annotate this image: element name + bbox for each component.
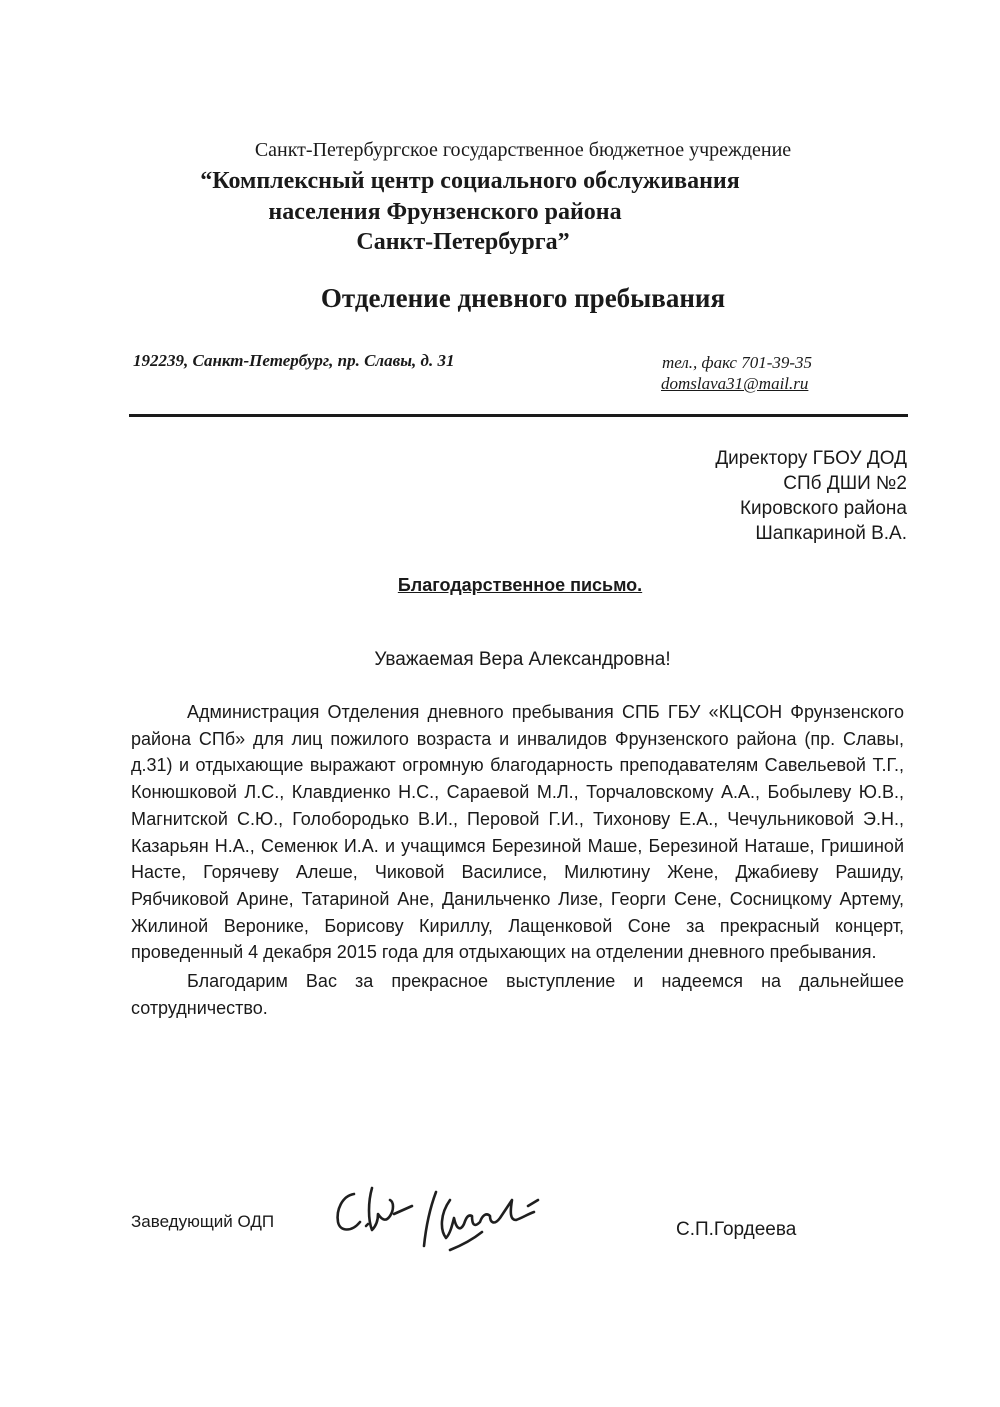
signer-name: С.П.Гордеева: [676, 1219, 797, 1240]
body-paragraph: Администрация Отделения дневного пребывания СПБ ГБУ «КЦСОН Фрунзенского района СПб» для лиц пожилого возраста и инвалидов Фрунзенского района (пр. Славы, д.31) и отдыхающие выражают огромную благодарность преподавателям Савельевой Т.Г., Конюшковой Л.С., Клавдиенко Н.С., Сараевой М.Л., Торчаловскому А.А., Бобылеву Ю.В., Магнитской С.Ю., Голобородько В.И., Перовой Г.И., Тихонову Е.А., Чечульниковой Э.Н., Казарьян Н.А., Семенюк И.А. и учащимся Березиной Маше, Березиной Наташе, Гришиной Насте, Горячеву Алеше, Чиковой Василисе, Милютину Жене, Джабиеву Рашиду, Рябчиковой Арине, Татариной Ане, Данильченко Лизе, Георги Сене, Сосницкому Артему, Жилиной Веронике, Борисову Кириллу, Лащенковой Соне за прекрасный концерт, проведенный 4 декабря 2015 года для отдыхающих на отделении дневного пребывания.: [131, 702, 904, 963]
organization-name-line-2: населения Фрунзенского района: [268, 199, 622, 225]
addressee-line: Шапкариной В.А.: [755, 523, 907, 544]
signer-role: Заведующий ОДП: [131, 1212, 275, 1231]
organization-line: Санкт-Петербургское государственное бюджетное учреждение: [254, 139, 792, 161]
letter-title: Благодарственное письмо.: [397, 575, 643, 595]
addressee-block: [715, 446, 907, 546]
organization-name-line-1: “Комплексный центр социального обслуживания: [200, 168, 740, 194]
salutation: Уважаемая Вера Александровна!: [374, 649, 671, 670]
addressee-line: Кировского района: [739, 498, 907, 519]
addressee-line: Директору ГБОУ ДОД: [715, 448, 907, 469]
letter-body: [131, 699, 904, 1021]
addressee-line: СПб ДШИ №2: [783, 473, 907, 494]
department-title: Отделение дневного пребывания: [320, 283, 726, 313]
postal-address: 192239, Санкт-Петербург, пр. Славы, д. 31: [133, 351, 455, 370]
header-divider: [129, 414, 908, 417]
body-paragraph: Благодарим Вас за прекрасное выступление и надеемся на дальнейшее сотрудничество.: [131, 971, 904, 1018]
email-link[interactable]: domslava31@mail.ru: [661, 374, 809, 393]
handwritten-signature: [332, 1180, 567, 1262]
organization-name-line-3: Санкт-Петербурга”: [356, 229, 570, 255]
phone-fax: тел., факс 701-39-35: [662, 353, 813, 372]
